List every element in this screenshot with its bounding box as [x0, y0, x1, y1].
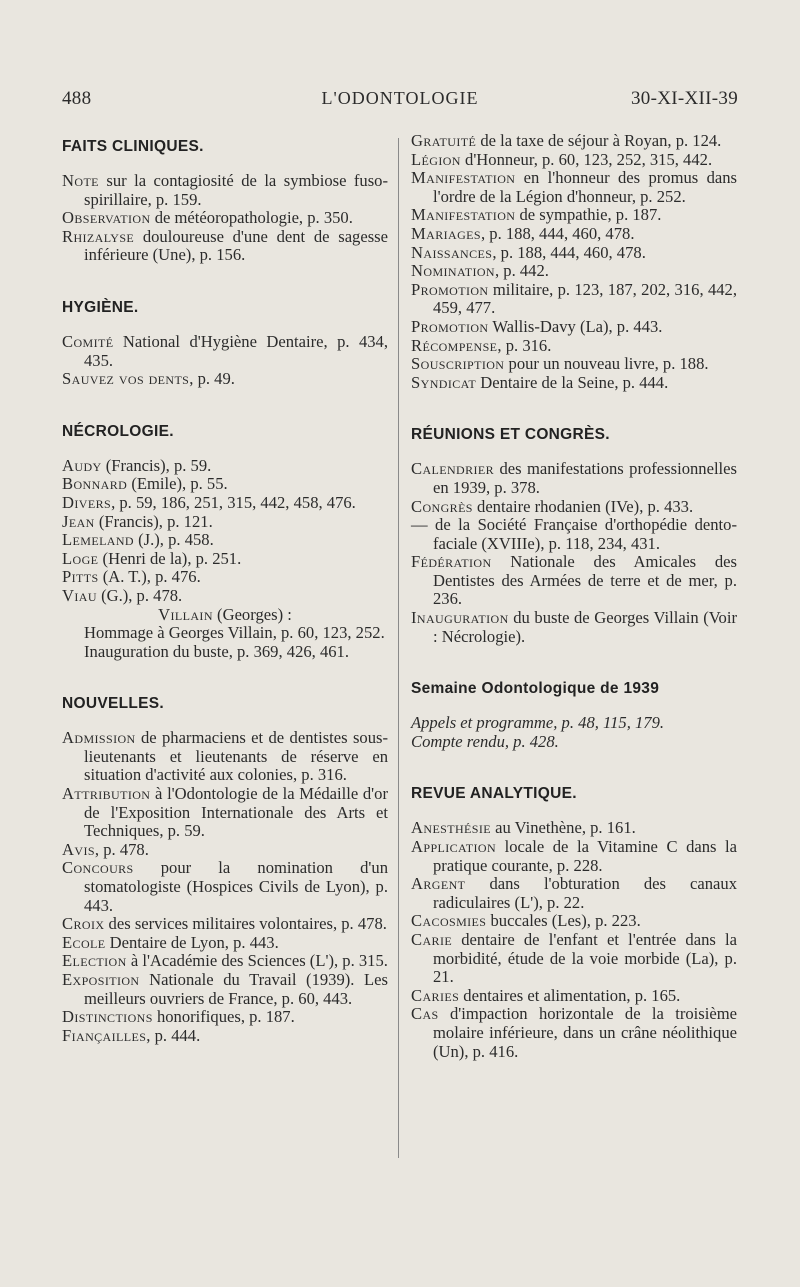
index-entry: [411, 132, 737, 151]
entry-heading: Naissances: [411, 242, 493, 262]
index-entry: [411, 206, 737, 225]
section-gap: [411, 392, 737, 420]
section-gap: [62, 661, 388, 689]
index-section: [411, 680, 737, 751]
index-entry: [411, 281, 737, 318]
entry-heading: Jean: [62, 511, 95, 531]
entry-text: Dentaire de la Seine, p. 444.: [476, 372, 669, 392]
entry-heading: Gratuité: [411, 131, 477, 150]
entry-text: , p. 49.: [189, 369, 235, 389]
entry-text: (A. T.), p. 476.: [98, 567, 201, 587]
entry-heading: Fiançailles: [62, 1025, 147, 1045]
entry-text: dans l'obturation des canaux radiculaires (L'), p. 22.: [433, 874, 737, 912]
index-entry: [411, 838, 737, 875]
entry-heading: Récompense: [411, 335, 498, 355]
section-title: HYGIÈNE.: [62, 298, 139, 316]
index-entry: [62, 333, 388, 370]
entry-heading: Loge: [62, 548, 99, 568]
entry-text: (Georges) :: [212, 604, 292, 624]
entry-heading: Promotion: [411, 279, 489, 299]
index-entry: [411, 609, 737, 646]
entry-text: (G.), p. 478.: [96, 585, 183, 605]
entry-text: buccales (Les), p. 223.: [486, 911, 641, 931]
entry-heading: Cacosmies: [411, 911, 487, 931]
index-entry: [62, 841, 388, 860]
index-entry: [62, 606, 388, 625]
index-entry: [62, 643, 388, 662]
entry-text: pour la nomination d'un stomatologiste (Hospices Civils de Lyon), p. 443.: [84, 858, 388, 915]
entry-text: Hommage à Georges Villain, p. 60, 123, 252.: [84, 623, 385, 643]
left-column: [62, 132, 388, 1045]
entry-heading: Manifestation: [411, 205, 516, 225]
entry-heading: Congrès: [411, 496, 473, 516]
entry-heading: Souscription: [411, 354, 505, 374]
entry-text: , p. 188, 444, 460, 478.: [480, 223, 635, 243]
section-title: NÉCROLOGIE.: [62, 422, 174, 440]
index-entry: [411, 931, 737, 987]
entry-heading: Calendrier: [411, 459, 495, 479]
index-entry: [62, 1008, 388, 1027]
index-entry: [411, 875, 737, 912]
index-entry: [411, 355, 737, 374]
entry-text: à l'Académie des Sciences (L'), p. 315.: [126, 951, 388, 971]
entry-text: de météoropathologie, p. 350.: [150, 208, 353, 228]
index-entry: [62, 475, 388, 494]
index-section: [62, 423, 388, 662]
entry-text: (Emile), p. 55.: [127, 474, 228, 494]
entry-text: , p. 478.: [94, 839, 149, 859]
entry-heading: Comité: [62, 331, 114, 351]
entry-text: Nationale des Amicales des Dentistes des Armées de terre et de mer, p. 236.: [433, 552, 737, 609]
index-entry: [62, 785, 388, 841]
index-entry: [411, 169, 737, 206]
index-entry: [411, 987, 737, 1006]
entry-heading: Manifestation: [411, 168, 516, 188]
entry-text: de la taxe de séjour à Royan, p. 124.: [476, 131, 722, 150]
entry-text: , p. 188, 444, 460, 478.: [492, 242, 646, 262]
entry-heading: Cas: [411, 1004, 439, 1024]
entry-text: Compte rendu, p. 428.: [411, 731, 559, 751]
entry-heading: Caries: [411, 985, 460, 1005]
entry-heading: Concours: [62, 858, 134, 878]
index-entry: [62, 209, 388, 228]
entry-heading: Promotion: [411, 316, 489, 336]
entry-text: honorifiques, p. 187.: [152, 1007, 295, 1027]
entry-heading: Carie: [411, 930, 453, 949]
index-entry: [411, 318, 737, 337]
index-section: [411, 785, 737, 1061]
entry-text: (Francis), p. 59.: [101, 455, 212, 475]
index-entry: [62, 1027, 388, 1046]
index-entry: [62, 729, 388, 785]
entry-text: (Francis), p. 121.: [94, 511, 213, 531]
section-gap: [411, 646, 737, 674]
entry-text: Dentaire de Lyon, p. 443.: [105, 932, 279, 952]
entry-text: , p. 316.: [497, 335, 552, 355]
index-entry: [62, 494, 388, 513]
entry-text: , p. 59, 186, 251, 315, 442, 458, 476.: [111, 492, 356, 512]
index-entry: [62, 531, 388, 550]
entry-text: — de la Société Française d'orthopédie dento-faciale (XVIIIe), p. 118, 234, 431.: [411, 515, 737, 553]
page-header: [62, 88, 738, 118]
entry-text: des services militaires volontaires, p. 478.: [104, 914, 387, 934]
entry-heading: Distinctions: [62, 1007, 153, 1027]
entry-text: locale de la Vitamine C dans la pratique courante, p. 228.: [433, 837, 737, 875]
entry-text: dentaire de l'enfant et l'entrée dans la morbidité, étude de la voie morbide (La), p. 21.: [433, 930, 737, 987]
index-entry: [62, 915, 388, 934]
index-entry: [411, 912, 737, 931]
index-entry: [411, 553, 737, 609]
index-entry: [411, 1005, 737, 1061]
entry-text: National d'Hygiène Dentaire, p. 434, 435.: [84, 331, 388, 370]
index-section: [411, 426, 737, 646]
entry-heading: Pitts: [62, 567, 99, 587]
entry-text: pour un nouveau livre, p. 188.: [504, 354, 709, 374]
issue-date: 30-XI-XII-39: [630, 88, 738, 109]
entry-heading: Ecole: [62, 932, 106, 952]
index-entry: [62, 624, 388, 643]
right-column: [411, 132, 737, 1061]
entry-text: Nationale du Travail (1939). Les meilleurs ouvriers de France, p. 60, 443.: [84, 970, 388, 1008]
section-gap: [411, 751, 737, 779]
section-title: NOUVELLES.: [62, 695, 165, 713]
entry-heading: Attribution: [62, 784, 151, 804]
entry-text: d'impaction horizontale de la troisième molaire inférieure, dans un crâne néolithique (Un), p. 416.: [433, 1004, 737, 1061]
index-entry: [411, 244, 737, 263]
entry-heading: Exposition: [62, 970, 140, 989]
entry-heading: Sauvez vos dents: [62, 369, 190, 389]
entry-heading: Anesthésie: [411, 818, 491, 838]
column-divider: [398, 138, 399, 1158]
index-entry: [62, 228, 388, 265]
entry-text: sur la contagiosité de la symbiose fuso-spirillaire, p. 159.: [84, 171, 388, 209]
entry-text: d'Honneur, p. 60, 123, 252, 315, 442.: [460, 149, 713, 169]
entry-text: à l'Odontologie de la Médaille d'or de l'Exposition Internationale des Arts et Techniques, p. 59.: [84, 784, 388, 841]
section-title: RÉUNIONS ET CONGRÈS.: [411, 426, 610, 444]
index-entry: [411, 733, 737, 752]
entry-heading: Application: [411, 837, 497, 857]
entry-text: , p. 442.: [494, 261, 549, 281]
entry-text: douloureuse d'une dent de sagesse inférieure (Une), p. 156.: [84, 226, 388, 265]
entry-heading: Mariages: [411, 223, 481, 243]
entry-heading: Note: [62, 171, 99, 190]
index-entry: [62, 952, 388, 971]
entry-heading: Villain: [158, 604, 213, 624]
entry-text: Inauguration du buste, p. 369, 426, 461.: [84, 641, 350, 661]
entry-text: en l'honneur des promus dans l'ordre de la Légion d'honneur, p. 252.: [433, 168, 737, 206]
entry-heading: Observation: [62, 208, 151, 228]
entry-heading: Avis: [62, 839, 95, 859]
entry-text: (J.), p. 458.: [134, 530, 214, 550]
entry-heading: Admission: [62, 728, 136, 748]
index-entry: [411, 819, 737, 838]
index-entry: [411, 516, 737, 553]
index-section: [411, 132, 737, 392]
entry-heading: Viau: [62, 585, 97, 605]
entry-heading: Croix: [62, 914, 105, 934]
entry-heading: Fédération: [411, 552, 492, 572]
entry-heading: Nomination: [411, 261, 495, 281]
page-number: 488: [62, 88, 92, 109]
index-entry: [62, 568, 388, 587]
entry-heading: Inauguration: [411, 608, 509, 628]
index-entry: [62, 550, 388, 569]
entry-text: au Vinethène, p. 161.: [490, 818, 636, 838]
index-entry: [62, 971, 388, 1008]
index-section: [62, 299, 388, 389]
index-entry: [62, 934, 388, 953]
entry-text: du buste de Georges Villain (Voir : Nécrologie).: [433, 608, 737, 646]
index-entry: [62, 513, 388, 532]
entry-heading: Audy: [62, 455, 102, 475]
index-entry: [411, 374, 737, 393]
entry-text: (Henri de la), p. 251.: [98, 548, 242, 568]
index-entry: [62, 370, 388, 389]
section-title: FAITS CLINIQUES.: [62, 138, 204, 155]
index-entry: [411, 498, 737, 517]
index-entry: [411, 151, 737, 170]
section-title: Semaine Odontologique de 1939: [411, 680, 660, 698]
section-gap: [62, 389, 388, 417]
index-section: [62, 138, 388, 265]
entry-text: des manifestations professionnelles en 1939, p. 378.: [433, 459, 737, 497]
section-gap: [62, 265, 388, 293]
index-entry: [411, 460, 737, 497]
entry-heading: Bonnard: [62, 474, 128, 494]
entry-text: Appels et programme, p. 48, 115, 179.: [411, 713, 665, 733]
entry-text: militaire, p. 123, 187, 202, 316, 442, 459, 477.: [433, 279, 737, 318]
entry-text: de pharmaciens et de dentistes sous-lieutenants et lieutenants de réserve en situation d'activité aux colonies, p. 316.: [84, 728, 388, 785]
entry-text: , p. 444.: [146, 1025, 201, 1045]
entry-heading: Rhizalyse: [62, 226, 135, 246]
entry-heading: Lemeland: [62, 530, 134, 550]
index-entry: [411, 337, 737, 356]
index-entry: [62, 859, 388, 915]
entry-heading: Election: [62, 951, 127, 971]
entry-text: de sympathie, p. 187.: [515, 205, 662, 225]
journal-title: L'ODONTOLOGIE: [321, 88, 479, 108]
entry-text: dentaires et alimentation, p. 165.: [459, 985, 681, 1005]
index-section: [62, 695, 388, 1045]
entry-heading: Argent: [411, 874, 466, 894]
index-entry: [62, 457, 388, 476]
section-title: REVUE ANALYTIQUE.: [411, 785, 577, 803]
entry-text: dentaire rhodanien (IVe), p. 433.: [472, 496, 694, 516]
index-entry: [62, 172, 388, 209]
index-entry: [411, 225, 737, 244]
entry-heading: Divers: [62, 492, 112, 512]
entry-text: Wallis-Davy (La), p. 443.: [488, 316, 663, 336]
index-entry: [62, 587, 388, 606]
entry-heading: Syndicat: [411, 372, 477, 392]
entry-heading: Légion: [411, 149, 461, 169]
index-entry: [411, 714, 737, 733]
index-entry: [411, 262, 737, 281]
